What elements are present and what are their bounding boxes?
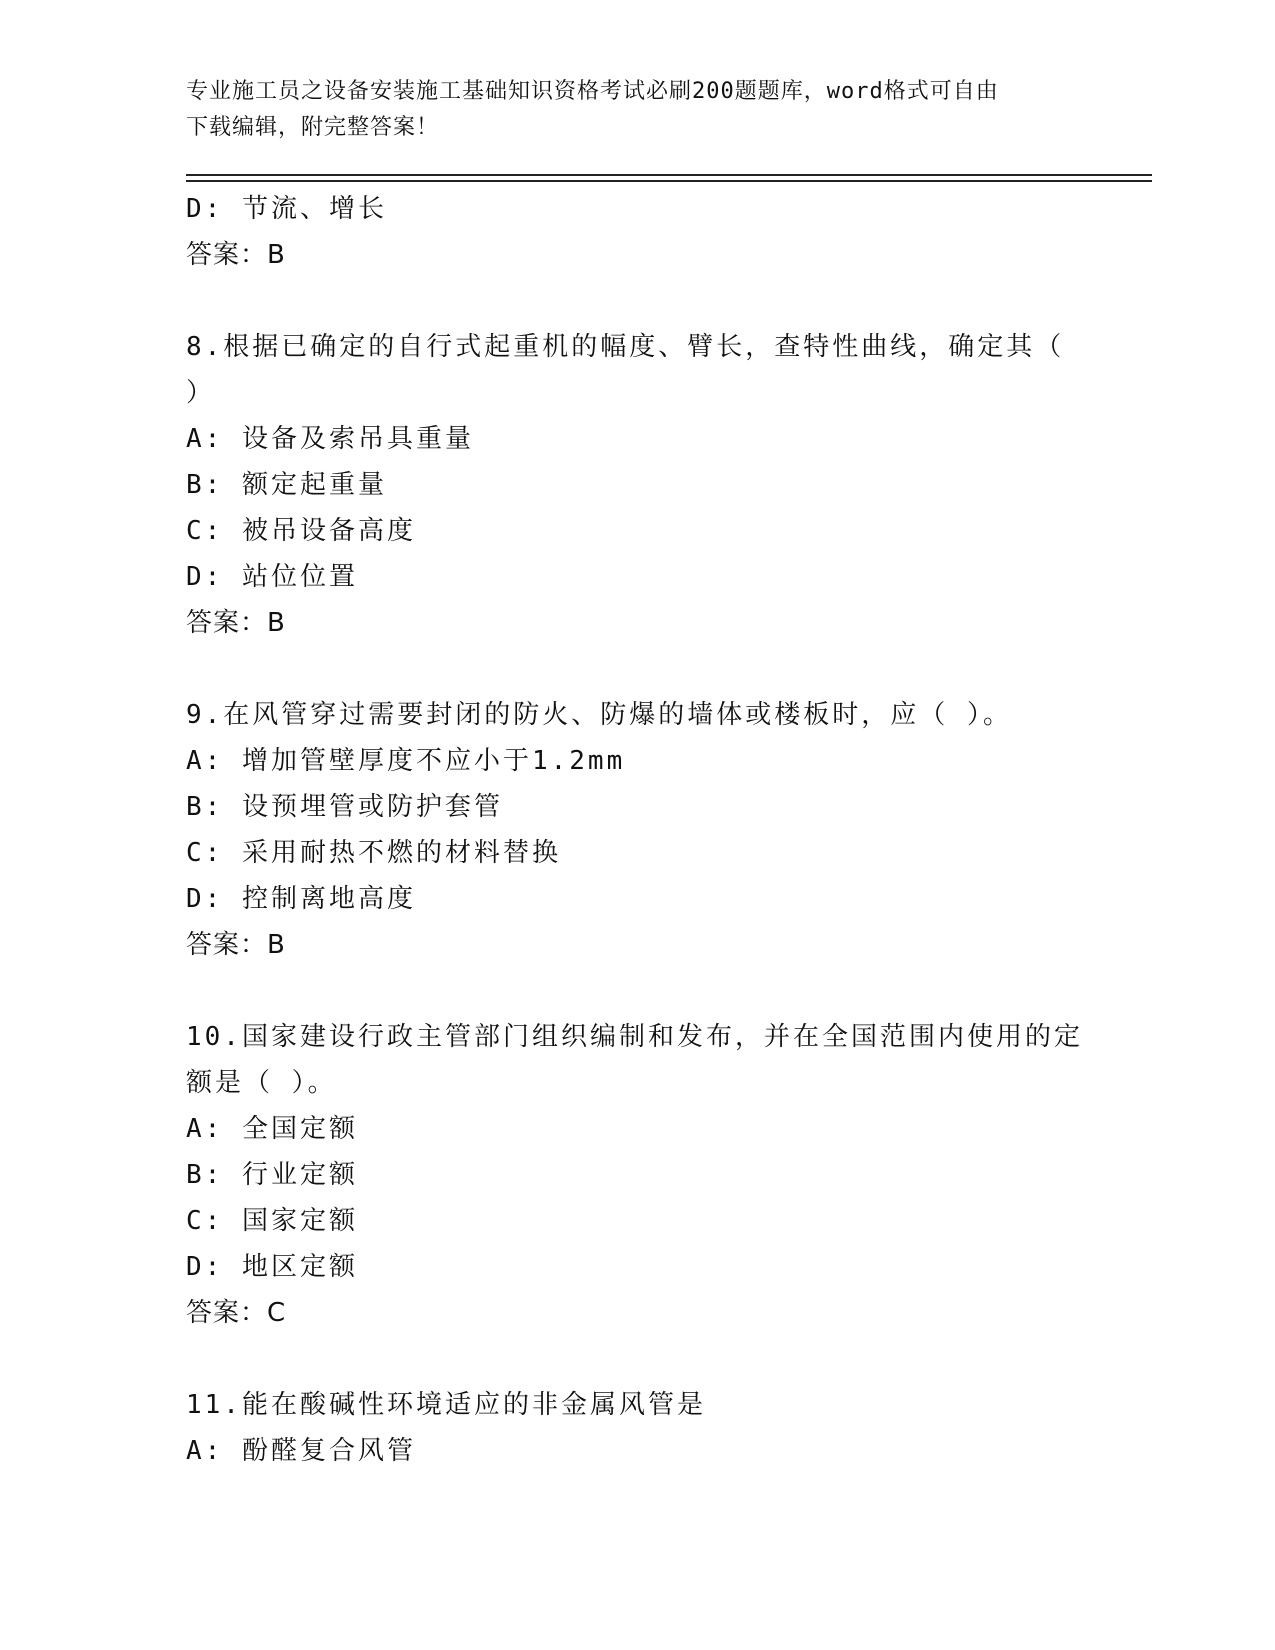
option-line: A: 酚醛复合风管: [186, 1436, 416, 1466]
option-line: D: 控制离地高度: [186, 884, 416, 914]
question-spacer: [186, 278, 1086, 324]
question-text: 10.国家建设行政主管部门组织编制和发布，并在全国范围内使用的定: [186, 1022, 1083, 1052]
question-spacer: [186, 968, 1086, 1014]
option-line: A: 增加管壁厚度不应小于1.2mm: [186, 746, 626, 776]
question-list: [186, 186, 1086, 1474]
answer-line: 答案：C: [186, 1298, 287, 1328]
question-spacer: [186, 1336, 1086, 1382]
option-line: B: 行业定额: [186, 1160, 358, 1190]
option-line: B: 额定起重量: [186, 470, 387, 500]
option-line: D: 地区定额: [186, 1252, 358, 1282]
header-divider-bottom: [186, 180, 1152, 182]
option-line: C: 采用耐热不燃的材料替换: [186, 838, 561, 868]
header-divider-top: [186, 174, 1152, 176]
question-text: 额是（ ）。: [186, 1068, 337, 1098]
option-line: A: 全国定额: [186, 1114, 358, 1144]
question-text: 9.在风管穿过需要封闭的防火、防爆的墙体或楼板时，应（ ）。: [186, 700, 1012, 730]
option-line: B: 设预埋管或防护套管: [186, 792, 503, 822]
question-text: ）: [186, 378, 216, 408]
page-header: [186, 74, 1086, 146]
option-line: A: 设备及索吊具重量: [186, 424, 474, 454]
question-text: 8.根据已确定的自行式起重机的幅度、臂长，查特性曲线，确定其（: [186, 332, 1065, 362]
question-text: 11.能在酸碱性环境适应的非金属风管是: [186, 1390, 706, 1420]
option-line: D: 节流、增长: [186, 194, 387, 224]
answer-line: 答案：B: [186, 930, 286, 960]
header-title-line1: 专业施工员之设备安装施工基础知识资格考试必刷200题题库，word格式可自由: [186, 79, 999, 104]
option-line: D: 站位位置: [186, 562, 358, 592]
option-line: C: 被吊设备高度: [186, 516, 416, 546]
option-line: C: 国家定额: [186, 1206, 358, 1236]
answer-line: 答案：B: [186, 608, 286, 638]
answer-line: 答案：B: [186, 240, 286, 270]
header-title-line2: 下载编辑，附完整答案！: [186, 115, 440, 140]
question-spacer: [186, 646, 1086, 692]
